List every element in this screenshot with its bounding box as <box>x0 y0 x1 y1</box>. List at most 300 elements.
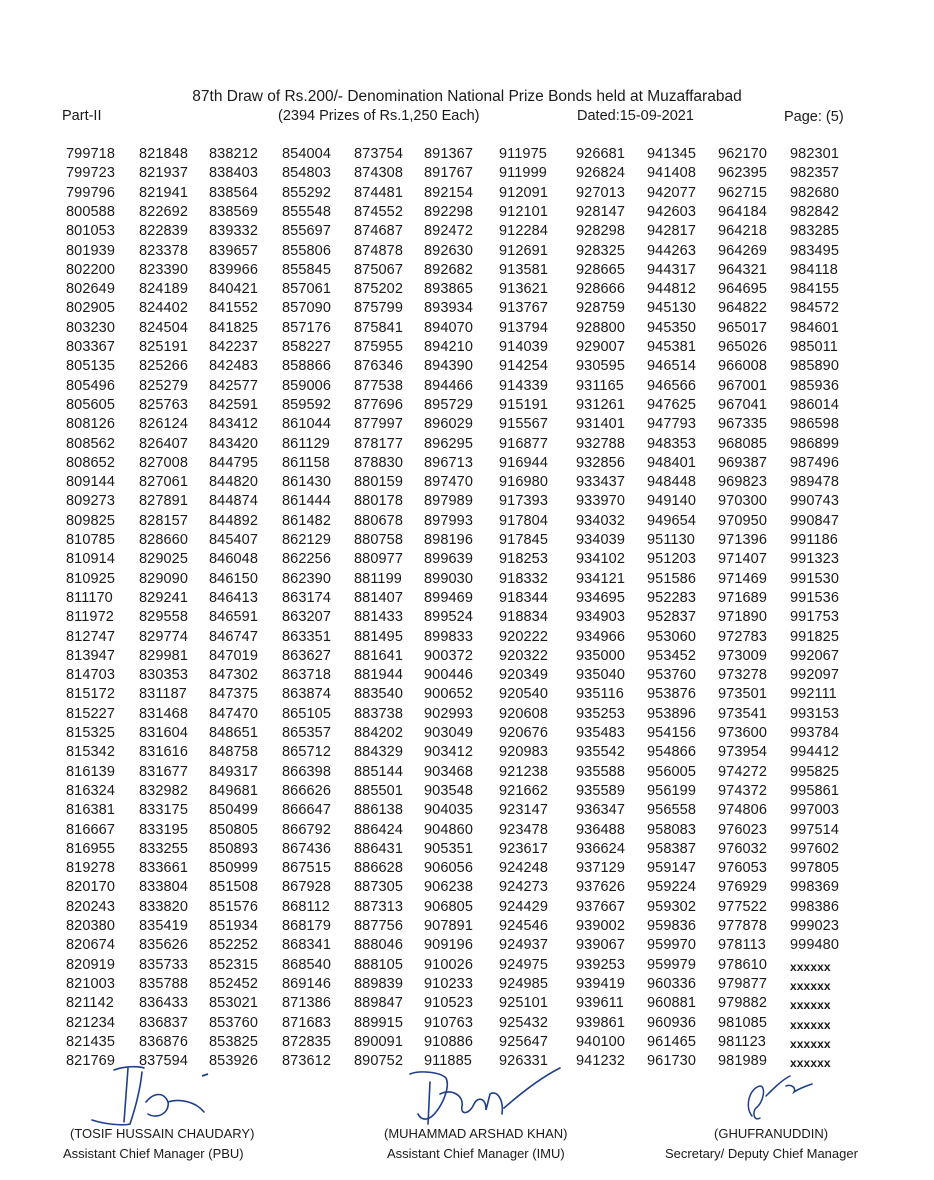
bond-number: 838403 <box>209 165 258 182</box>
bond-number: 941408 <box>647 165 696 182</box>
bond-number: 890752 <box>354 1053 403 1070</box>
bond-number: 940100 <box>576 1033 625 1050</box>
bond-number: 958387 <box>647 840 696 857</box>
bond-number: 857176 <box>282 319 331 336</box>
bond-number: 995861 <box>790 782 839 799</box>
bond-number: 830353 <box>139 667 188 684</box>
bond-number: 951130 <box>647 532 695 548</box>
bond-number: xxxxxx <box>790 978 831 993</box>
bond-number: 899469 <box>424 589 473 606</box>
bond-number: 915567 <box>499 416 548 433</box>
bond-number: 857061 <box>282 281 331 298</box>
bond-number: 973501 <box>718 686 767 703</box>
bond-number: 939611 <box>576 995 624 1012</box>
bond-number: 851508 <box>209 879 258 896</box>
bond-number: 861482 <box>282 512 331 529</box>
bond-number: 899030 <box>424 570 473 587</box>
bond-number: 990743 <box>790 493 839 510</box>
bond-number: 850893 <box>209 840 258 857</box>
bond-number: 881433 <box>354 609 403 626</box>
bond-number: 964218 <box>718 223 767 240</box>
bond-number: 884329 <box>354 744 403 761</box>
bond-number: 942603 <box>647 203 696 220</box>
bond-number: 912091 <box>499 184 548 201</box>
bond-number: 920983 <box>499 744 548 761</box>
bond-number: 935483 <box>576 725 625 741</box>
bond-number: 984118 <box>790 261 838 278</box>
bond-number: 972783 <box>718 628 767 645</box>
bond-number: 896713 <box>424 454 473 471</box>
bond-number: 935116 <box>576 686 624 703</box>
bond-number: 863874 <box>282 686 331 703</box>
bond-number: 946514 <box>647 358 696 375</box>
bond-number: 934121 <box>576 570 625 587</box>
bond-number: 847019 <box>209 647 258 664</box>
bond-number: 937129 <box>576 860 625 877</box>
bond-number: 923147 <box>499 802 548 819</box>
bond-number: 956558 <box>647 802 696 819</box>
bond-number: 939419 <box>576 975 625 992</box>
bond-number: 918332 <box>499 570 548 587</box>
bond-number: 876346 <box>354 358 403 375</box>
bond-number: 993153 <box>790 705 839 722</box>
bond-number: 885144 <box>354 763 403 780</box>
bond-number: 828660 <box>139 532 188 548</box>
bond-number: 835419 <box>139 918 188 934</box>
bond-number: 924546 <box>499 918 548 934</box>
bond-number: 926331 <box>499 1053 548 1070</box>
bond-number: 881495 <box>354 628 403 645</box>
bond-number: 816667 <box>66 821 115 838</box>
bond-number: 936624 <box>576 840 625 857</box>
bond-number: 854004 <box>282 146 331 162</box>
bond-number: 871683 <box>282 1014 331 1031</box>
bond-number: 874552 <box>354 203 403 220</box>
bond-number: 867436 <box>282 840 331 857</box>
bond-number: 973600 <box>718 725 767 741</box>
bond-number: 851934 <box>209 918 258 934</box>
bond-number: 918834 <box>499 609 548 626</box>
bond-number: 983495 <box>790 242 839 259</box>
bond-number: 881641 <box>354 647 403 664</box>
bond-number: 862390 <box>282 570 331 587</box>
bond-number: 989478 <box>790 474 839 491</box>
bond-number: 844874 <box>209 493 258 510</box>
bond-number: 900652 <box>424 686 473 703</box>
bond-number: 803230 <box>66 319 115 336</box>
bond-number: 800588 <box>66 203 115 220</box>
bond-number: 948353 <box>647 435 696 452</box>
bond-number: 872835 <box>282 1033 331 1050</box>
bond-number: 912101 <box>499 203 548 220</box>
bond-number: 944812 <box>647 281 696 298</box>
bond-number: 855806 <box>282 242 331 259</box>
bond-number: 917845 <box>499 532 548 548</box>
bond-number: 959970 <box>647 937 696 954</box>
bond-number: 853825 <box>209 1033 258 1050</box>
bond-number: 823378 <box>139 242 188 259</box>
bond-number: 877696 <box>354 396 403 413</box>
bond-number: 951586 <box>647 570 696 587</box>
bond-number: 997602 <box>790 840 839 857</box>
bond-number: 981989 <box>718 1053 767 1070</box>
bond-number: 886431 <box>354 840 403 857</box>
bond-number: 852252 <box>209 937 258 954</box>
bond-number: 923478 <box>499 821 548 838</box>
bond-number: 910233 <box>424 975 473 992</box>
bond-number: 833661 <box>139 860 188 877</box>
bond-number: 971396 <box>718 532 767 548</box>
bond-number: 892298 <box>424 203 473 220</box>
bond-number: 805135 <box>66 358 115 375</box>
bond-number: 967001 <box>718 377 767 394</box>
bond-number: 952837 <box>647 609 696 626</box>
bond-number: 964269 <box>718 242 767 259</box>
bond-number: 976032 <box>718 840 767 857</box>
bond-number: 979882 <box>718 995 767 1012</box>
bond-number: 987496 <box>790 454 839 471</box>
bond-number: 917804 <box>499 512 548 529</box>
bond-number: 973009 <box>718 647 767 664</box>
bond-number: 835788 <box>139 975 188 992</box>
bond-number: 874878 <box>354 242 403 259</box>
bond-number: 935542 <box>576 744 625 761</box>
bond-number: 976023 <box>718 821 767 838</box>
bond-number: 838212 <box>209 146 258 162</box>
bond-number: 868112 <box>282 898 330 915</box>
bond-number: 924937 <box>499 937 548 954</box>
bond-number: 939861 <box>576 1014 625 1031</box>
bond-number: 925101 <box>499 995 548 1012</box>
bond-number: 802200 <box>66 261 115 278</box>
bond-number: 868179 <box>282 918 331 934</box>
bond-number: 890091 <box>354 1033 403 1050</box>
bond-number: 842577 <box>209 377 258 394</box>
bond-number: 816139 <box>66 763 115 780</box>
bond-number: 907891 <box>424 918 473 934</box>
bond-number: 873754 <box>354 146 403 162</box>
bond-number: 970300 <box>718 493 767 510</box>
bond-number: 816955 <box>66 840 115 857</box>
bond-number: 967335 <box>718 416 767 433</box>
bond-number: 962170 <box>718 146 767 162</box>
bond-number: 995825 <box>790 763 839 780</box>
bond-number: 880977 <box>354 551 403 568</box>
bond-number: 865712 <box>282 744 331 761</box>
bond-number: 850805 <box>209 821 258 838</box>
bond-number: 826407 <box>139 435 188 452</box>
bond-number: 921238 <box>499 763 548 780</box>
bond-number: 937626 <box>576 879 625 896</box>
bond-number: 802649 <box>66 281 115 298</box>
bond-number: 983285 <box>790 223 839 240</box>
bond-number: 820919 <box>66 956 115 973</box>
bond-number: 959979 <box>647 956 696 973</box>
bond-number: 815172 <box>66 686 115 703</box>
bond-number: 848651 <box>209 725 258 741</box>
bond-number: 926824 <box>576 165 625 182</box>
bond-number: 840421 <box>209 281 258 298</box>
bond-number: 917393 <box>499 493 548 510</box>
bond-number: 924429 <box>499 898 548 915</box>
bond-number: 838569 <box>209 203 258 220</box>
bond-number: 991753 <box>790 609 839 626</box>
bond-number: 808562 <box>66 435 115 452</box>
bond-number: 811170 <box>66 589 113 606</box>
bond-number: 885501 <box>354 782 403 799</box>
bond-number: 858866 <box>282 358 331 375</box>
bond-number: 997805 <box>790 860 839 877</box>
bond-number: 959224 <box>647 879 696 896</box>
bond-number: 831677 <box>139 763 188 780</box>
bond-number: 824189 <box>139 281 188 298</box>
bond-number: 920608 <box>499 705 548 722</box>
bond-number: 867928 <box>282 879 331 896</box>
bond-number: 799723 <box>66 165 115 182</box>
bond-number: 982301 <box>790 146 839 162</box>
bond-number: 841552 <box>209 300 258 317</box>
bond-number: 944263 <box>647 242 696 259</box>
bond-number: 900446 <box>424 667 473 684</box>
bond-number: 998386 <box>790 898 839 915</box>
bond-number: 935588 <box>576 763 625 780</box>
bond-number: 937667 <box>576 898 625 915</box>
bond-number: 903049 <box>424 725 473 741</box>
bond-number: 934695 <box>576 589 625 606</box>
bond-number: 874481 <box>354 184 403 201</box>
bond-number: 926681 <box>576 146 625 162</box>
bond-number: 844892 <box>209 512 258 529</box>
bond-number: 827061 <box>139 474 188 491</box>
bond-number: 931401 <box>576 416 625 433</box>
bond-number: 964321 <box>718 261 767 278</box>
bond-number: 962715 <box>718 184 767 201</box>
bond-number: 813947 <box>66 647 115 664</box>
bond-number: 811972 <box>66 609 114 626</box>
bond-number: 985890 <box>790 358 839 375</box>
bond-number: 874308 <box>354 165 403 182</box>
signatory-2-name: (MUHAMMAD ARSHAD KHAN) <box>384 1126 568 1141</box>
bond-number: 904035 <box>424 802 473 819</box>
bond-number: 920322 <box>499 647 548 664</box>
bond-number: 931165 <box>576 377 624 394</box>
bond-number: 913794 <box>499 319 548 336</box>
bond-number: 939253 <box>576 956 625 973</box>
bond-number: 833255 <box>139 840 188 857</box>
bond-number: 862256 <box>282 551 331 568</box>
bond-number: 906805 <box>424 898 473 915</box>
bond-number: 857090 <box>282 300 331 317</box>
bond-number: 893865 <box>424 281 473 298</box>
bond-number: 941345 <box>647 146 696 162</box>
bond-number: 829090 <box>139 570 188 587</box>
bond-number: 933437 <box>576 474 625 491</box>
bond-number: 810914 <box>66 551 115 568</box>
draw-date: Dated:15-09-2021 <box>577 108 694 124</box>
bond-number: xxxxxx <box>790 1017 831 1032</box>
bond-number: 982357 <box>790 165 839 182</box>
bond-number: 959836 <box>647 918 696 934</box>
bond-number: 965026 <box>718 339 767 355</box>
bond-number: 994412 <box>790 744 839 761</box>
bond-number: 894466 <box>424 377 473 394</box>
bond-number: 825266 <box>139 358 188 375</box>
bond-number: 905351 <box>424 840 473 857</box>
bond-number: 953060 <box>647 628 696 645</box>
bond-number: 959147 <box>647 860 696 877</box>
bond-number: 930595 <box>576 358 625 375</box>
bond-number: 846048 <box>209 551 258 568</box>
bond-number: 869146 <box>282 975 331 992</box>
bond-number: 942077 <box>647 184 696 201</box>
bond-number: 978113 <box>718 937 766 954</box>
bond-number: 939067 <box>576 937 625 954</box>
bond-number: 863718 <box>282 667 331 684</box>
bond-number: 956005 <box>647 763 696 780</box>
signature-ghufranuddin <box>730 1066 830 1126</box>
bond-number: 928325 <box>576 242 625 259</box>
bond-number: 853760 <box>209 1014 258 1031</box>
bond-number: 878177 <box>354 435 403 452</box>
bond-number: 837594 <box>139 1053 188 1070</box>
bond-number: 880178 <box>354 493 403 510</box>
bond-number: 982680 <box>790 184 839 201</box>
bond-number: 886628 <box>354 860 403 877</box>
bond-number: 991186 <box>790 532 838 548</box>
bond-number: 853926 <box>209 1053 258 1070</box>
bond-number: 911885 <box>424 1053 472 1070</box>
bond-number: 945381 <box>647 339 696 355</box>
bond-number: 978610 <box>718 956 767 973</box>
bond-number: 966008 <box>718 358 767 375</box>
signatory-3-name: (GHUFRANUDDIN) <box>714 1126 829 1141</box>
bond-number: 812747 <box>66 628 115 645</box>
bond-number: 956199 <box>647 782 696 799</box>
bond-number: 894070 <box>424 319 473 336</box>
bond-number: 944317 <box>647 261 696 278</box>
bond-number: 914039 <box>499 339 548 355</box>
bond-number: 953896 <box>647 705 696 722</box>
bond-number: 877997 <box>354 416 403 433</box>
bond-number: 821142 <box>66 995 114 1012</box>
bond-number: 829981 <box>139 647 188 664</box>
bond-number: 918344 <box>499 589 548 606</box>
bond-number: 821234 <box>66 1014 115 1031</box>
bond-number: 841825 <box>209 319 258 336</box>
bond-number: 899639 <box>424 551 473 568</box>
bond-number: 960881 <box>647 995 696 1012</box>
bond-number: 991825 <box>790 628 839 645</box>
bond-number: 949140 <box>647 493 696 510</box>
bond-number: 946566 <box>647 377 696 394</box>
bond-number: 921662 <box>499 782 548 799</box>
bond-number: 854803 <box>282 165 331 182</box>
bond-number: 928666 <box>576 281 625 298</box>
bond-number: 923617 <box>499 840 548 857</box>
bond-number: 985011 <box>790 339 838 355</box>
bond-number: 801939 <box>66 242 115 259</box>
bond-number: 868540 <box>282 956 331 973</box>
bond-number: 846747 <box>209 628 258 645</box>
bond-number: 810925 <box>66 570 115 587</box>
bond-number: 831468 <box>139 705 188 722</box>
bond-number: 874687 <box>354 223 403 240</box>
bond-number: 880159 <box>354 474 403 491</box>
bond-number: 974372 <box>718 782 767 799</box>
bond-number: 914339 <box>499 377 548 394</box>
draw-title: 87th Draw of Rs.200/- Denomination National Prize Bonds held at Muzaffarabad <box>192 88 742 105</box>
bond-number: 892630 <box>424 242 473 259</box>
bond-number: 816381 <box>66 802 115 819</box>
bond-number: 911999 <box>499 165 547 182</box>
bond-number: 824402 <box>139 300 188 317</box>
bond-number: 964695 <box>718 281 767 298</box>
bond-number: 839657 <box>209 242 258 259</box>
bond-number: 883540 <box>354 686 403 703</box>
bond-number: 928147 <box>576 203 625 220</box>
bond-number: 863207 <box>282 609 331 626</box>
bond-number: 866626 <box>282 782 331 799</box>
bond-number: 875067 <box>354 261 403 278</box>
bond-number: 999480 <box>790 937 839 954</box>
bond-number: xxxxxx <box>790 1056 831 1071</box>
bond-number: 867515 <box>282 860 331 877</box>
bond-number: 871386 <box>282 995 331 1012</box>
bond-number: 998369 <box>790 879 839 896</box>
bond-number: 892154 <box>424 184 473 201</box>
bond-number: 970950 <box>718 512 767 529</box>
bond-number: 799796 <box>66 184 115 201</box>
bond-number: 815342 <box>66 744 115 761</box>
bond-number: 821937 <box>139 165 188 182</box>
bond-number: 935589 <box>576 782 625 799</box>
bond-number: 897989 <box>424 493 473 510</box>
bond-number: 892682 <box>424 261 473 278</box>
bond-number: 865357 <box>282 725 331 741</box>
bond-number: 982842 <box>790 203 839 220</box>
bond-number: 895729 <box>424 396 473 413</box>
bond-number: 928800 <box>576 319 625 336</box>
bond-number: 920540 <box>499 686 548 703</box>
bond-number: 886424 <box>354 821 403 838</box>
bond-number: 973278 <box>718 667 767 684</box>
bond-number: 997003 <box>790 802 839 819</box>
bond-number: 898196 <box>424 532 473 548</box>
bond-number: 934032 <box>576 512 625 529</box>
bond-number: 969387 <box>718 454 767 471</box>
bond-number: 839966 <box>209 261 258 278</box>
bond-number: 961465 <box>647 1033 696 1050</box>
bond-number: 984155 <box>790 281 839 298</box>
bond-number: 809273 <box>66 493 115 510</box>
bond-number: 850499 <box>209 802 258 819</box>
bond-number: 861044 <box>282 416 331 433</box>
bond-number: 843412 <box>209 416 258 433</box>
bond-number: 836876 <box>139 1033 188 1050</box>
bond-number: 859006 <box>282 377 331 394</box>
bond-number: 906238 <box>424 879 473 896</box>
bond-number: 952283 <box>647 589 696 606</box>
bond-number: 825763 <box>139 396 188 413</box>
bond-number: 973541 <box>718 705 767 722</box>
bond-number: 973954 <box>718 744 767 761</box>
bond-number: 935040 <box>576 667 625 684</box>
bond-number: 875202 <box>354 281 403 298</box>
bond-number: 825279 <box>139 377 188 394</box>
bond-number: 902993 <box>424 705 473 722</box>
bond-number: 897993 <box>424 512 473 529</box>
bond-number: 827008 <box>139 454 188 471</box>
